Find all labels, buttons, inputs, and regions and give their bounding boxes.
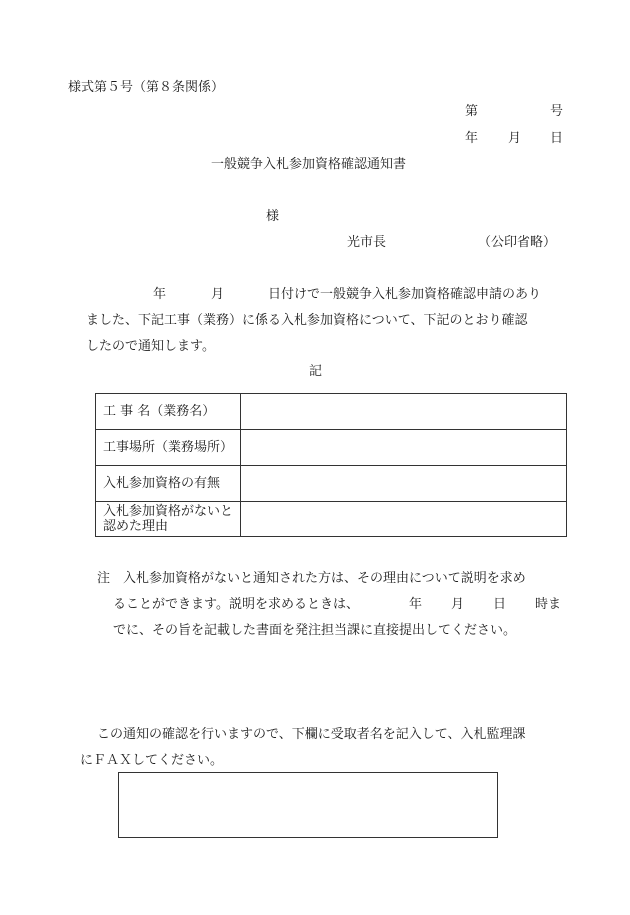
sender-name: 光市長 [347, 235, 387, 250]
doc-number-suffix: 号 [550, 104, 564, 119]
recipient-name-box[interactable] [118, 772, 498, 838]
intro-month: 月 [211, 287, 225, 302]
row-label: 入札参加資格の有無 [96, 466, 241, 502]
intro-line1: 日付けで一般競争入札参加資格確認申請のあり [268, 287, 542, 302]
row-label: 工事場所（業務場所） [96, 430, 241, 466]
table-row [96, 394, 567, 430]
note-line3: でに、その旨を記載した書面を発注担当課に直接提出してください。 [113, 623, 517, 638]
note-year: 年 [409, 597, 423, 612]
row-label: 工 事 名（業務名） [96, 394, 241, 430]
info-table [95, 393, 567, 537]
form-number: 様式第５号（第８条関係） [68, 80, 225, 95]
table-row [96, 430, 567, 466]
note-month: 月 [451, 597, 465, 612]
intro-year: 年 [153, 287, 167, 302]
table-row [96, 466, 567, 502]
intro-line2: ました、下記工事（業務）に係る入札参加資格について、下記のとおり確認 [86, 313, 528, 328]
date-month: 月 [508, 131, 522, 146]
fax-note-line1: この通知の確認を行いますので、下欄に受取者名を記入して、入札監理課 [97, 727, 526, 742]
doc-number-prefix: 第 [465, 104, 479, 119]
note-hour: 時ま [535, 597, 562, 612]
row-value [241, 502, 567, 537]
note-line2: ることができます。説明を求めるときは、 [113, 597, 359, 612]
note-line1: 注 入札参加資格がないと通知された方は、その理由について説明を求め [97, 571, 526, 586]
date-day: 日 [550, 131, 564, 146]
document-title: 一般競争入札参加資格確認通知書 [211, 157, 407, 172]
intro-line3: したので通知します。 [86, 339, 215, 354]
row-value [241, 394, 567, 430]
row-label: 入札参加資格がないと認めた理由 [96, 502, 241, 537]
table-row [96, 502, 567, 537]
seal-note: （公印省略） [478, 235, 557, 250]
note-day: 日 [493, 597, 507, 612]
addressee-suffix: 様 [266, 209, 280, 224]
row-value [241, 430, 567, 466]
ki-heading: 記 [309, 364, 323, 379]
fax-note-line2: にＦＡＸしてください。 [80, 753, 224, 768]
row-value [241, 466, 567, 502]
date-year: 年 [465, 131, 479, 146]
